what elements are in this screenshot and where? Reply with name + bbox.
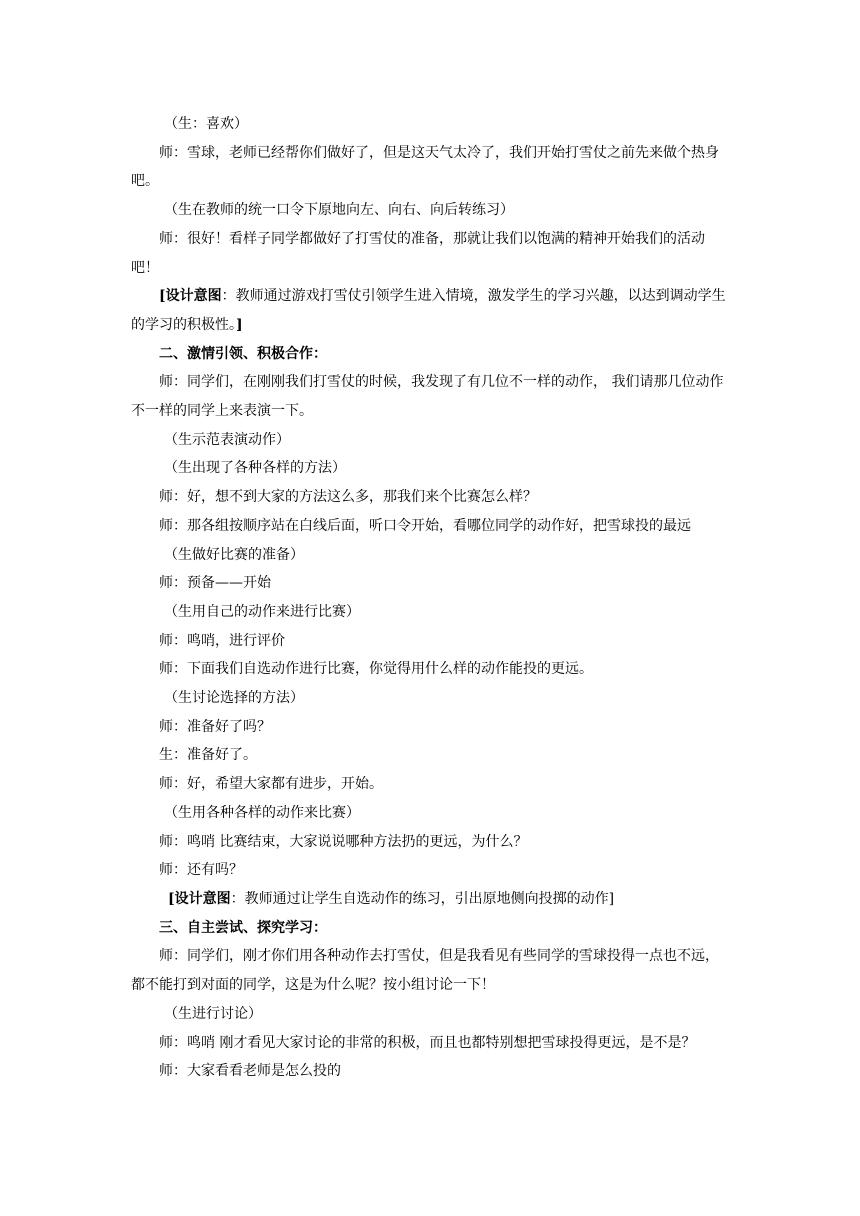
paragraph-student-methods: （生出现了各种各样的方法） (164, 460, 346, 477)
paragraph-student-prepare: （生做好比赛的准备） (164, 546, 304, 563)
paragraph-teacher-observe: 师：同学们，在刚刚我们打雪仗的时候，我发现了有几位不一样的动作， 我们请那几位动作不一样的同学上来表演一下。 (131, 374, 724, 420)
paragraph-student-demo: （生示范表演动作） (164, 431, 290, 448)
paragraph-teacher-free-choice: 师：下面我们自选动作进行比赛，你觉得用什么样的动作能投的更远。 (159, 661, 593, 678)
design-intent-label: [设计意图 (159, 288, 222, 305)
paragraph-teacher-demo: 师：大家看看老师是怎么投的 (159, 1063, 341, 1080)
paragraph-teacher-lineup: 师：那各组按顺序站在白线后面，听口令开始，看哪位同学的动作好，把雪球投的最远 (159, 517, 691, 534)
paragraph-student-various: （生用各种各样的动作来比赛） (164, 804, 360, 821)
paragraph-design-intent-2 (131, 885, 731, 914)
paragraph-teacher-go: 师：预备——开始 (159, 575, 271, 592)
design-intent-text: ：教师通过让学生自选动作的练习，引出原地侧向投掷的动作] (230, 890, 615, 907)
design-intent-end: ] (236, 316, 243, 333)
paragraph-teacher-contest: 师：好，想不到大家的方法这么多，那我们来个比赛怎么样？ (159, 489, 537, 506)
paragraph-teacher-ready: 师：准备好了吗？ (159, 718, 271, 735)
design-intent-text: ：教师通过游戏打雪仗引领学生进入情境，激发学生的学习兴趣，以达到调动学生的学习的积极性。 (131, 288, 726, 333)
paragraph-student-discuss: （生讨论选择的方法） (164, 690, 304, 707)
paragraph-teacher-start: 师：很好！看样子同学都做好了打雪仗的准备，那就让我们以饱满的精神开始我们的活动吧！ (131, 230, 705, 276)
design-intent-label: [设计意图 (168, 890, 231, 907)
paragraph-teacher-more: 师：还有吗？ (159, 862, 243, 879)
document-page (131, 110, 731, 1086)
paragraph-teacher-begin: 师：好，希望大家都有进步，开始。 (159, 776, 383, 793)
paragraph-student-ready: 生：准备好了。 (159, 747, 257, 764)
paragraph-student-drill: （生在教师的统一口令下原地向左、向右、向后转练习） (164, 202, 514, 219)
paragraph-teacher-whistle: 师：鸣哨 刚才看见大家讨论的非常的积极，而且也都特别想把雪球投得更远，是不是？ (159, 1034, 696, 1051)
paragraph-teacher-warmup: 师：雪球，老师已经帮你们做好了，但是这天气太冷了，我们开始打雪仗之前先来做个热身吧。 (131, 144, 719, 190)
paragraph-student-group: （生进行讨论） (164, 1005, 262, 1022)
section-heading-2: 二、激情引领、积极合作： (159, 345, 327, 362)
paragraph-teacher-end: 师：鸣哨 比赛结束，大家说说哪种方法扔的更远，为什么？ (159, 833, 528, 850)
paragraph-student-reply: （生：喜欢） (164, 116, 248, 132)
paragraph-teacher-evaluate: 师：鸣哨，进行评价 (159, 632, 285, 649)
paragraph-teacher-why: 师：同学们，刚才你们用各种动作去打雪仗，但是我看见有些同学的雪球投得一点也不远，都不能打到对面的同学，这是为什么呢？按小组讨论一下！ (131, 948, 719, 994)
paragraph-design-intent-1 (131, 282, 731, 339)
section-heading-3: 三、自主尝试、探究学习： (159, 919, 327, 936)
paragraph-student-compete: （生用自己的动作来进行比赛） (164, 603, 360, 620)
